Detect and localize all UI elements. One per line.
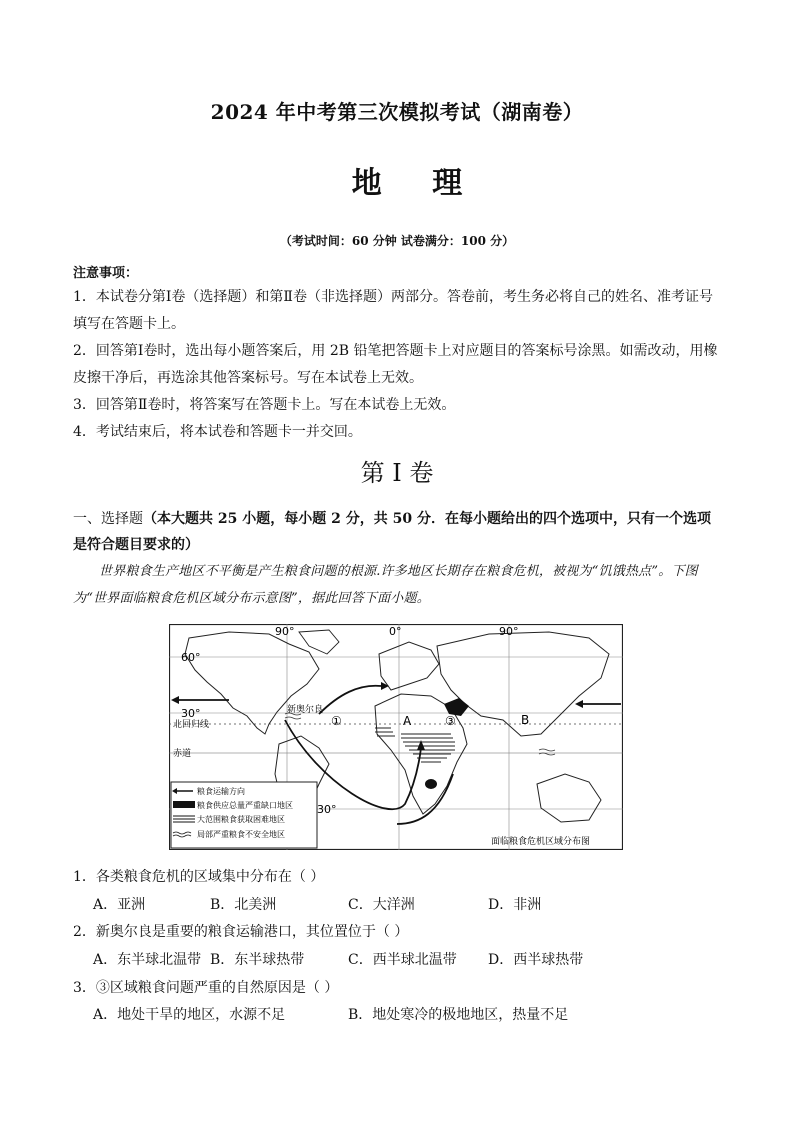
lon-label-west: 90° [275,625,295,638]
intro-text: 世界粮食生产地区不平衡是产生粮食问题的根源.许多地区长期存在粮食危机，被视为“饥饿热点”。下图为“世界面临粮食危机区域分布示意图”，据此回答下面小题。 [73,564,698,606]
lon-label-east: 90° [499,625,519,638]
volume-title: 第 I 卷 [360,459,434,487]
question-2-option-b[interactable]: B．东半球热带 [210,952,305,968]
question-2-option-d[interactable]: D．西半球热带 [488,952,584,968]
exam-title: 2024 年中考第三次模拟考试（湖南卷） [210,100,584,124]
port-label: 新奥尔良 [287,705,324,715]
question-1-option-b[interactable]: B．北美洲 [210,897,277,913]
marker-3: ③ [445,714,456,728]
legend-item-transport: 粮食运输方向 [197,787,245,796]
legend-item-severe: 粮食供应总量严重缺口地区 [197,801,293,810]
notice-item-2: 2．回答第Ⅰ卷时，选出每小题答案后，用 2B 铅笔把答题卡上对应题目的答案标号涂黑。如需改动，用橡皮擦干净后，再选涂其他答案标号。写在本试卷上无效。 [73,343,718,386]
notice-item-4: 4．考试结束后，将本试卷和答题卡一并交回。 [73,424,362,440]
section-description: （本大题共 25 小题，每小题 2 分，共 50 分．在每小题给出的四个选项中，只有一个选项是符合题目要求的） [73,511,711,553]
map-legend [171,782,317,848]
notice-item-1: 1．本试卷分第Ⅰ卷（选择题）和第Ⅱ卷（非选择题）两部分。答卷前，考生务必将自己的姓名、准考证号填写在答题卡上。 [73,289,713,332]
food-crisis-map [169,624,623,850]
subject-title: 地 理 [351,166,483,201]
marker-a: A [403,714,412,728]
notice-heading: 注意事项： [73,266,139,281]
question-3-option-b[interactable]: B．地处寒冷的极地地区，热量不足 [348,1007,569,1023]
question-2-stem: 2．新奥尔良是重要的粮食运输港口，其位置位于（ ） [73,924,409,940]
lat-label-60: 60° [181,651,201,664]
lat-label-30s: 30° [317,803,337,816]
question-1-option-a[interactable]: A．亚洲 [93,897,146,913]
question-1-stem: 1．各类粮食危机的区域集中分布在（ ） [73,869,325,885]
exam-info: （考试时间：60 分钟 试卷满分：100 分） [279,234,515,248]
question-intro [73,558,723,612]
notice-item-3: 3．回答第Ⅱ卷时，将答案写在答题卡上。写在本试卷上无效。 [73,397,456,413]
question-1-option-d[interactable]: D．非洲 [488,897,542,913]
question-3-stem: 3．③区域粮食问题严重的自然原因是（ ） [73,980,339,996]
lon-label-zero: 0° [389,625,402,638]
map-caption: 面临粮食危机区域分布图 [491,837,591,847]
tropic-label: 北回归线 [173,720,210,730]
question-2-option-a[interactable]: A．东半球北温带 [93,952,202,968]
question-2-option-c[interactable]: C．西半球北温带 [348,952,457,968]
question-1-option-c[interactable]: C．大洋洲 [348,897,415,913]
marker-1: ① [331,714,342,728]
question-3-option-a[interactable]: A．地处干旱的地区，水源不足 [93,1007,286,1023]
marker-b: B [521,713,530,727]
section-prefix: 一、选择题 [73,511,143,527]
legend-item-local: 局部严重粮食不安全地区 [197,830,285,839]
lat-label-30n: 30° [181,707,201,720]
legend-item-difficulty: 大范围粮食获取困难地区 [197,815,285,824]
equator-label: 赤道 [173,749,192,759]
section-heading [73,506,723,558]
